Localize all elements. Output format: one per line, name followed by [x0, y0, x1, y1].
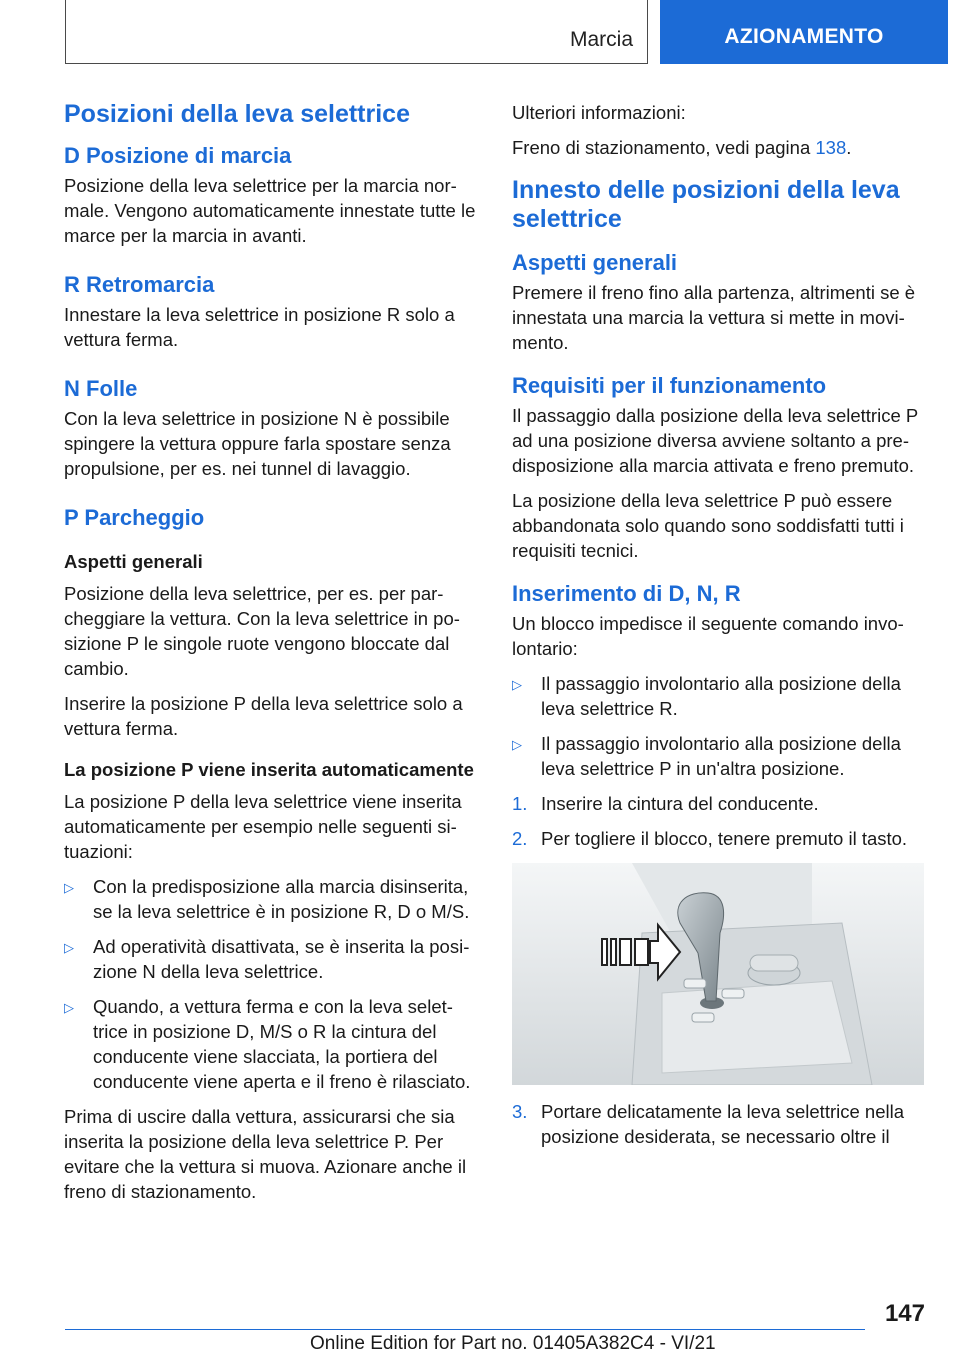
triangle-bullet-icon: ▷: [64, 880, 74, 895]
subheading-p-auto: La posizione P viene inserita automaticamente: [64, 759, 474, 780]
gear-selector-illustration: [512, 863, 924, 1085]
step-number: 2.: [512, 828, 528, 849]
paragraph-p-auto: La posizione P della leva selettrice viene inserita automaticamente per esempio nelle seguenti situazioni:: [64, 791, 462, 862]
paragraph-n: Con la leva selettrice in posizione N è possibile spingere la vettura oppure farla spostare senza propulsione, per es. nei tunnel di lavaggio.: [64, 408, 451, 479]
heading-d: D Posizione di marcia: [64, 143, 292, 168]
footer-divider: [65, 1329, 865, 1330]
step-item: 3. Portare delicatamente la leva selettrice nella posizione desiderata, se necessario oltre il: [512, 1101, 904, 1147]
paragraph-r: Innestare la leva selettrice in posizione R solo a vettura ferma.: [64, 304, 455, 350]
heading-requirements: Requisiti per il funzionamento: [512, 373, 827, 398]
heading-n: N Folle: [64, 376, 138, 401]
header-box: [65, 0, 648, 64]
list-item: ▷ Quando, a vettura ferma e con la leva selettrice in posizione D, M/S o R la cintura del conducente viene slacciata, la portiera del conducente viene aperta e il freno è rilasciato.: [64, 996, 471, 1092]
list-item: ▷ Con la predisposizione alla marcia disinserita, se la leva selettrice è in posizione R, D o M/S.: [64, 876, 470, 922]
paragraph-p-closing: Prima di uscire dalla vettura, assicurarsi che sia inserita la posizione della leva selettrice P. Per evitare che la vettura si muova. Azionare anche il freno di stazionamento.: [64, 1106, 467, 1202]
section-title: Marcia: [569, 28, 633, 51]
paragraph-d: Posizione della leva selettrice per la marcia normale. Vengono automaticamente innestate tutte le marce per la marcia in avanti.: [64, 175, 476, 246]
more-info-label: Ulteriori informazioni:: [512, 102, 686, 123]
step-item: 2. Per togliere il blocco, tenere premuto il tasto.: [512, 828, 908, 849]
step-number: 3.: [512, 1101, 528, 1122]
list-item: ▷ Ad operatività disattivata, se è inserita la posizione N della leva selettrice.: [64, 936, 470, 982]
triangle-bullet-icon: ▷: [64, 1000, 74, 1015]
page-link[interactable]: 138: [815, 137, 847, 158]
step-number: 1.: [512, 793, 528, 814]
section-heading-engage: Innesto delle posizioni della leva selettrice: [512, 176, 900, 233]
page-number: 147: [884, 1300, 925, 1327]
paragraph-requirements-1: Il passaggio dalla posizione della leva selettrice P ad una posizione diversa avviene soltanto a predisposizione alla marcia attivata e freno premuto.: [512, 405, 918, 476]
paragraph-p-general-2: Inserire la posizione P della leva selettrice solo a vettura ferma.: [64, 693, 463, 739]
triangle-bullet-icon: ▷: [64, 940, 74, 955]
heading-p: P Parcheggio: [64, 505, 205, 530]
list-item: ▷ Il passaggio involontario alla posizione della leva selettrice R.: [512, 673, 901, 719]
paragraph-p-general-1: Posizione della leva selettrice, per es. per parcheggiare la vettura. Con la leva selettrice in posizione P le singole ruote vengono bloccate dal cambio.: [64, 583, 460, 679]
brake-reference: Freno di stazionamento, vedi pagina 138.: [512, 137, 852, 158]
section-heading-positions: Posizioni della leva selettrice: [64, 100, 410, 128]
paragraph-general: Premere il freno fino alla partenza, altrimenti se è innestata una marcia la vettura si mette in movimento.: [512, 282, 916, 353]
heading-dnr: Inserimento di D, N, R: [512, 581, 741, 606]
paragraph-dnr: Un blocco impedisce il seguente comando involontario:: [512, 613, 904, 659]
paragraph-requirements-2: La posizione della leva selettrice P può essere abbandonata solo quando sono soddisfatti tutti i requisiti tecnici.: [512, 490, 904, 561]
heading-general: Aspetti generali: [512, 250, 678, 275]
chapter-tab[interactable]: AZIONAMENTO: [660, 0, 948, 64]
heading-r: R Retromarcia: [64, 272, 215, 297]
subheading-p-general: Aspetti generali: [64, 551, 203, 572]
edition-note: Online Edition for Part no. 01405A382C4 - VI/21: [310, 1333, 716, 1354]
list-item: ▷ Il passaggio involontario alla posizione della leva selettrice P in un'altra posizione.: [512, 733, 901, 779]
triangle-bullet-icon: ▷: [512, 677, 522, 692]
gear-selector-photo: [512, 863, 924, 1085]
step-item: 1. Inserire la cintura del conducente.: [512, 793, 819, 814]
right-column: [512, 100, 924, 1159]
left-column: [64, 100, 476, 1214]
triangle-bullet-icon: ▷: [512, 737, 522, 752]
